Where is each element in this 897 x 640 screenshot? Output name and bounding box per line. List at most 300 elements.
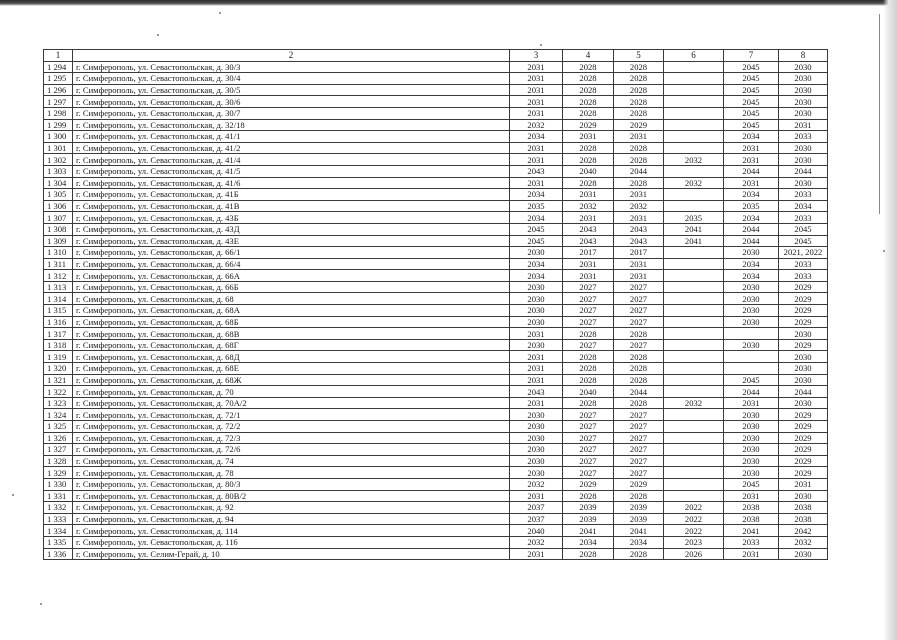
col8-cell: 2042 <box>779 525 828 537</box>
col3-cell: 2034 <box>510 270 563 282</box>
col7-cell: 2031 <box>724 490 779 502</box>
col7-cell: 2031 <box>724 154 779 166</box>
address-cell: г. Симферополь, ул. Севастопольская, д. 30/6 <box>73 96 510 108</box>
col4-cell: 2029 <box>563 478 614 490</box>
col6-cell: 2041 <box>664 223 724 235</box>
row-number-cell: 1 320 <box>44 363 73 375</box>
col5-cell: 2027 <box>614 409 664 421</box>
col8-cell: 2030 <box>779 397 828 409</box>
row-number-cell: 1 305 <box>44 189 73 201</box>
col8-cell: 2031 <box>779 478 828 490</box>
col4-cell: 2027 <box>563 455 614 467</box>
col7-cell: 2030 <box>724 409 779 421</box>
col8-cell: 2030 <box>779 548 828 560</box>
col6-cell <box>664 409 724 421</box>
col3-cell: 2031 <box>510 96 563 108</box>
col4-cell: 2028 <box>563 177 614 189</box>
table-row <box>44 84 828 96</box>
col6-cell: 2041 <box>664 235 724 247</box>
col4-cell: 2028 <box>563 397 614 409</box>
col6-cell <box>664 73 724 85</box>
address-cell: г. Симферополь, ул. Севастопольская, д. 94 <box>73 513 510 525</box>
table-row <box>44 339 828 351</box>
table-header-row <box>44 50 828 62</box>
table-row <box>44 142 828 154</box>
col7-cell: 2034 <box>724 212 779 224</box>
col3-cell: 2045 <box>510 235 563 247</box>
row-number-cell: 1 297 <box>44 96 73 108</box>
col6-cell: 2022 <box>664 525 724 537</box>
row-number-cell: 1 335 <box>44 536 73 548</box>
address-cell: г. Симферополь, ул. Селим-Герай, д. 10 <box>73 548 510 560</box>
col5-cell: 2027 <box>614 339 664 351</box>
table-row <box>44 107 828 119</box>
col6-cell: 2032 <box>664 177 724 189</box>
col3-cell: 2031 <box>510 490 563 502</box>
row-number-cell: 1 308 <box>44 223 73 235</box>
col5-cell: 2028 <box>614 351 664 363</box>
col5-cell: 2029 <box>614 478 664 490</box>
col6-cell <box>664 107 724 119</box>
col8-cell: 2038 <box>779 513 828 525</box>
scan-speck <box>540 44 542 46</box>
col4-cell: 2028 <box>563 328 614 340</box>
address-cell: г. Симферополь, ул. Севастопольская, д. 80/3 <box>73 478 510 490</box>
scan-speck <box>883 250 885 252</box>
col5-cell: 2028 <box>614 73 664 85</box>
col8-cell: 2029 <box>779 305 828 317</box>
row-number-cell: 1 325 <box>44 421 73 433</box>
col7-cell: 2035 <box>724 200 779 212</box>
col8-cell: 2030 <box>779 61 828 73</box>
col7-cell: 2031 <box>724 142 779 154</box>
col7-cell: 2044 <box>724 223 779 235</box>
col4-cell: 2031 <box>563 189 614 201</box>
col6-cell <box>664 281 724 293</box>
col8-cell: 2030 <box>779 73 828 85</box>
col8-cell: 2029 <box>779 421 828 433</box>
col3-cell: 2031 <box>510 351 563 363</box>
col6-cell: 2023 <box>664 536 724 548</box>
col7-cell: 2045 <box>724 478 779 490</box>
address-cell: г. Симферополь, ул. Севастопольская, д. 66Б <box>73 281 510 293</box>
row-number-cell: 1 326 <box>44 432 73 444</box>
col6-cell <box>664 316 724 328</box>
col8-cell: 2030 <box>779 96 828 108</box>
col5-cell: 2044 <box>614 386 664 398</box>
col6-cell <box>664 270 724 282</box>
col8-cell: 2031 <box>779 119 828 131</box>
row-number-cell: 1 309 <box>44 235 73 247</box>
col4-cell: 2027 <box>563 409 614 421</box>
col4-cell: 2028 <box>563 490 614 502</box>
row-number-cell: 1 306 <box>44 200 73 212</box>
col3-cell: 2032 <box>510 119 563 131</box>
col5-cell: 2031 <box>614 189 664 201</box>
col6-cell <box>664 363 724 375</box>
col3-cell: 2031 <box>510 374 563 386</box>
col7-cell: 2044 <box>724 386 779 398</box>
col7-cell: 2030 <box>724 421 779 433</box>
col4-cell: 2028 <box>563 548 614 560</box>
header-cell: 8 <box>779 50 828 62</box>
row-number-cell: 1 310 <box>44 247 73 259</box>
col5-cell: 2031 <box>614 270 664 282</box>
col8-cell: 2029 <box>779 432 828 444</box>
row-number-cell: 1 321 <box>44 374 73 386</box>
col8-cell: 2029 <box>779 339 828 351</box>
col3-cell: 2030 <box>510 281 563 293</box>
col4-cell: 2027 <box>563 444 614 456</box>
table-row <box>44 432 828 444</box>
row-number-cell: 1 294 <box>44 61 73 73</box>
col4-cell: 2028 <box>563 351 614 363</box>
header-cell: 5 <box>614 50 664 62</box>
col8-cell: 2044 <box>779 386 828 398</box>
row-number-cell: 1 295 <box>44 73 73 85</box>
col7-cell: 2045 <box>724 119 779 131</box>
col5-cell: 2017 <box>614 247 664 259</box>
col4-cell: 2034 <box>563 536 614 548</box>
col3-cell: 2034 <box>510 189 563 201</box>
col8-cell: 2030 <box>779 374 828 386</box>
col7-cell: 2038 <box>724 502 779 514</box>
col8-cell: 2029 <box>779 281 828 293</box>
col5-cell: 2028 <box>614 96 664 108</box>
col7-cell <box>724 363 779 375</box>
col5-cell: 2029 <box>614 119 664 131</box>
row-number-cell: 1 336 <box>44 548 73 560</box>
row-number-cell: 1 296 <box>44 84 73 96</box>
col3-cell: 2031 <box>510 177 563 189</box>
col5-cell: 2043 <box>614 235 664 247</box>
scan-speck <box>40 603 42 605</box>
table-row <box>44 525 828 537</box>
col4-cell: 2028 <box>563 96 614 108</box>
col7-cell: 2044 <box>724 165 779 177</box>
col5-cell: 2027 <box>614 455 664 467</box>
row-number-cell: 1 312 <box>44 270 73 282</box>
col6-cell <box>664 339 724 351</box>
row-number-cell: 1 318 <box>44 339 73 351</box>
col8-cell: 2029 <box>779 455 828 467</box>
address-cell: г. Симферополь, ул. Севастопольская, д. 78 <box>73 467 510 479</box>
col3-cell: 2031 <box>510 61 563 73</box>
col6-cell: 2026 <box>664 548 724 560</box>
table-row <box>44 502 828 514</box>
header-cell: 4 <box>563 50 614 62</box>
col4-cell: 2027 <box>563 432 614 444</box>
scan-rule-right <box>879 14 880 214</box>
col7-cell: 2031 <box>724 397 779 409</box>
col5-cell: 2028 <box>614 374 664 386</box>
col3-cell: 2037 <box>510 513 563 525</box>
address-cell: г. Симферополь, ул. Севастопольская, д. 68 <box>73 293 510 305</box>
col4-cell: 2040 <box>563 165 614 177</box>
col5-cell: 2027 <box>614 316 664 328</box>
header-cell: 3 <box>510 50 563 62</box>
col3-cell: 2030 <box>510 467 563 479</box>
col5-cell: 2028 <box>614 84 664 96</box>
table-row <box>44 386 828 398</box>
table-row <box>44 374 828 386</box>
col7-cell: 2030 <box>724 467 779 479</box>
col7-cell <box>724 328 779 340</box>
row-number-cell: 1 299 <box>44 119 73 131</box>
col6-cell: 2022 <box>664 502 724 514</box>
col4-cell: 2027 <box>563 281 614 293</box>
col8-cell: 2033 <box>779 258 828 270</box>
col8-cell: 2045 <box>779 223 828 235</box>
col7-cell: 2044 <box>724 235 779 247</box>
col5-cell: 2039 <box>614 502 664 514</box>
col8-cell: 2033 <box>779 212 828 224</box>
scan-edge-right <box>883 0 897 640</box>
table-row <box>44 467 828 479</box>
address-cell: г. Симферополь, ул. Севастопольская, д. 43Е <box>73 235 510 247</box>
col3-cell: 2031 <box>510 107 563 119</box>
col4-cell: 2031 <box>563 212 614 224</box>
col4-cell: 2017 <box>563 247 614 259</box>
table-row <box>44 223 828 235</box>
col5-cell: 2039 <box>614 513 664 525</box>
col8-cell: 2033 <box>779 131 828 143</box>
col5-cell: 2028 <box>614 107 664 119</box>
col3-cell: 2031 <box>510 363 563 375</box>
address-cell: г. Симферополь, ул. Севастопольская, д. 68Б <box>73 316 510 328</box>
col8-cell: 2030 <box>779 363 828 375</box>
col6-cell <box>664 61 724 73</box>
col7-cell: 2045 <box>724 73 779 85</box>
row-number-cell: 1 311 <box>44 258 73 270</box>
col8-cell: 2029 <box>779 409 828 421</box>
address-cell: г. Симферополь, ул. Севастопольская, д. 92 <box>73 502 510 514</box>
row-number-cell: 1 324 <box>44 409 73 421</box>
col6-cell <box>664 258 724 270</box>
col8-cell: 2033 <box>779 189 828 201</box>
scan-speck <box>219 12 221 14</box>
table-row <box>44 444 828 456</box>
address-cell: г. Симферополь, ул. Севастопольская, д. 68Ж <box>73 374 510 386</box>
row-number-cell: 1 304 <box>44 177 73 189</box>
col4-cell: 2043 <box>563 235 614 247</box>
col3-cell: 2034 <box>510 131 563 143</box>
row-number-cell: 1 322 <box>44 386 73 398</box>
col4-cell: 2028 <box>563 374 614 386</box>
col5-cell: 2028 <box>614 548 664 560</box>
col3-cell: 2030 <box>510 339 563 351</box>
address-cell: г. Симферополь, ул. Севастопольская, д. 66А <box>73 270 510 282</box>
col6-cell <box>664 293 724 305</box>
address-cell: г. Симферополь, ул. Севастопольская, д. 30/5 <box>73 84 510 96</box>
row-number-cell: 1 332 <box>44 502 73 514</box>
table-row <box>44 200 828 212</box>
col4-cell: 2028 <box>563 73 614 85</box>
row-number-cell: 1 331 <box>44 490 73 502</box>
address-cell: г. Симферополь, ул. Севастопольская, д. 68В <box>73 328 510 340</box>
table-row <box>44 235 828 247</box>
scan-edge-top <box>0 0 897 6</box>
col7-cell: 2030 <box>724 281 779 293</box>
table-row <box>44 73 828 85</box>
col8-cell: 2029 <box>779 444 828 456</box>
address-cell: г. Симферополь, ул. Севастопольская, д. 116 <box>73 536 510 548</box>
col6-cell <box>664 467 724 479</box>
col5-cell: 2031 <box>614 212 664 224</box>
address-cell: г. Симферополь, ул. Севастопольская, д. 68А <box>73 305 510 317</box>
row-number-cell: 1 300 <box>44 131 73 143</box>
col5-cell: 2032 <box>614 200 664 212</box>
address-cell: г. Симферополь, ул. Севастопольская, д. 68Д <box>73 351 510 363</box>
col3-cell: 2031 <box>510 73 563 85</box>
col7-cell: 2034 <box>724 258 779 270</box>
col3-cell: 2030 <box>510 455 563 467</box>
table-row <box>44 293 828 305</box>
col3-cell: 2043 <box>510 386 563 398</box>
col8-cell: 2033 <box>779 270 828 282</box>
col4-cell: 2027 <box>563 293 614 305</box>
col3-cell: 2030 <box>510 305 563 317</box>
address-cell: г. Симферополь, ул. Севастопольская, д. 68Г <box>73 339 510 351</box>
col8-cell: 2021, 2022 <box>779 247 828 259</box>
row-number-cell: 1 307 <box>44 212 73 224</box>
col8-cell: 2030 <box>779 177 828 189</box>
col6-cell <box>664 189 724 201</box>
col6-cell: 2032 <box>664 397 724 409</box>
col4-cell: 2028 <box>563 363 614 375</box>
col7-cell <box>724 351 779 363</box>
header-cell: 6 <box>664 50 724 62</box>
table-row <box>44 513 828 525</box>
table-row <box>44 281 828 293</box>
address-cell: г. Симферополь, ул. Севастопольская, д. 32/18 <box>73 119 510 131</box>
table-row <box>44 316 828 328</box>
col7-cell: 2030 <box>724 293 779 305</box>
row-number-cell: 1 317 <box>44 328 73 340</box>
col6-cell <box>664 374 724 386</box>
col3-cell: 2030 <box>510 247 563 259</box>
table-row <box>44 363 828 375</box>
col6-cell <box>664 165 724 177</box>
col8-cell: 2030 <box>779 351 828 363</box>
address-cell: г. Симферополь, ул. Севастопольская, д. 70А/2 <box>73 397 510 409</box>
table-row <box>44 421 828 433</box>
col4-cell: 2027 <box>563 467 614 479</box>
col6-cell <box>664 351 724 363</box>
table-row <box>44 96 828 108</box>
col8-cell: 2032 <box>779 536 828 548</box>
col8-cell: 2030 <box>779 490 828 502</box>
col4-cell: 2040 <box>563 386 614 398</box>
col5-cell: 2043 <box>614 223 664 235</box>
col3-cell: 2031 <box>510 154 563 166</box>
col3-cell: 2031 <box>510 142 563 154</box>
table-row <box>44 409 828 421</box>
col4-cell: 2031 <box>563 258 614 270</box>
table-row <box>44 490 828 502</box>
row-number-cell: 1 328 <box>44 455 73 467</box>
row-number-cell: 1 313 <box>44 281 73 293</box>
col5-cell: 2028 <box>614 142 664 154</box>
address-cell: г. Симферополь, ул. Севастопольская, д. 41/1 <box>73 131 510 143</box>
col7-cell: 2041 <box>724 525 779 537</box>
col7-cell: 2045 <box>724 107 779 119</box>
col4-cell: 2028 <box>563 107 614 119</box>
scan-speck <box>157 34 159 36</box>
col4-cell: 2028 <box>563 142 614 154</box>
table-row <box>44 258 828 270</box>
col3-cell: 2032 <box>510 478 563 490</box>
col3-cell: 2034 <box>510 212 563 224</box>
col4-cell: 2039 <box>563 513 614 525</box>
col4-cell: 2028 <box>563 154 614 166</box>
address-cell: г. Симферополь, ул. Севастопольская, д. 80В/2 <box>73 490 510 502</box>
table-row <box>44 61 828 73</box>
col6-cell <box>664 455 724 467</box>
scan-speck <box>12 494 14 496</box>
row-number-cell: 1 333 <box>44 513 73 525</box>
col6-cell <box>664 96 724 108</box>
row-number-cell: 1 301 <box>44 142 73 154</box>
table-row <box>44 212 828 224</box>
col3-cell: 2031 <box>510 328 563 340</box>
row-number-cell: 1 330 <box>44 478 73 490</box>
col6-cell <box>664 432 724 444</box>
col5-cell: 2027 <box>614 293 664 305</box>
col7-cell: 2045 <box>724 61 779 73</box>
col8-cell: 2030 <box>779 142 828 154</box>
table-row <box>44 536 828 548</box>
address-cell: г. Симферополь, ул. Севастопольская, д. 66/1 <box>73 247 510 259</box>
row-number-cell: 1 316 <box>44 316 73 328</box>
table-row <box>44 478 828 490</box>
address-cell: г. Симферополь, ул. Севастопольская, д. 70 <box>73 386 510 398</box>
table-row <box>44 131 828 143</box>
table-row <box>44 154 828 166</box>
col6-cell <box>664 444 724 456</box>
col4-cell: 2031 <box>563 270 614 282</box>
address-cell: г. Симферополь, ул. Севастопольская, д. 41/2 <box>73 142 510 154</box>
col6-cell <box>664 490 724 502</box>
col5-cell: 2028 <box>614 397 664 409</box>
col4-cell: 2027 <box>563 316 614 328</box>
address-cell: г. Симферополь, ул. Севастопольская, д. 72/2 <box>73 421 510 433</box>
address-cell: г. Симферополь, ул. Севастопольская, д. 41/5 <box>73 165 510 177</box>
col5-cell: 2028 <box>614 61 664 73</box>
col5-cell: 2027 <box>614 305 664 317</box>
col6-cell <box>664 200 724 212</box>
col8-cell: 2029 <box>779 293 828 305</box>
col5-cell: 2027 <box>614 467 664 479</box>
col5-cell: 2031 <box>614 131 664 143</box>
col7-cell: 2030 <box>724 339 779 351</box>
row-number-cell: 1 327 <box>44 444 73 456</box>
col6-cell <box>664 142 724 154</box>
col5-cell: 2028 <box>614 328 664 340</box>
table-row <box>44 189 828 201</box>
col6-cell <box>664 421 724 433</box>
address-cell: г. Симферополь, ул. Севастопольская, д. 41/6 <box>73 177 510 189</box>
col6-cell <box>664 478 724 490</box>
table-row <box>44 397 828 409</box>
row-number-cell: 1 315 <box>44 305 73 317</box>
col3-cell: 2034 <box>510 258 563 270</box>
table-row <box>44 247 828 259</box>
col3-cell: 2030 <box>510 421 563 433</box>
col3-cell: 2031 <box>510 548 563 560</box>
table-row <box>44 270 828 282</box>
col4-cell: 2028 <box>563 84 614 96</box>
